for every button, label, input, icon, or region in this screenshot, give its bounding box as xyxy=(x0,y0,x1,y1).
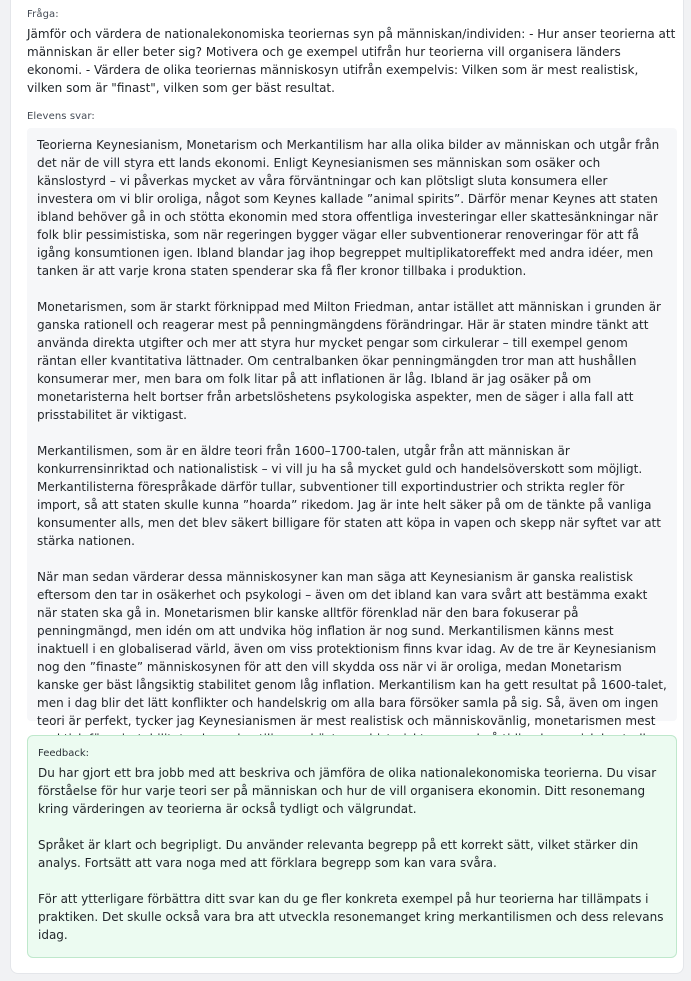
feedback-paragraph: Du har gjort ett bra jobb med att beskriva och jämföra de olika nationalekonomiska teorierna. Du visar förståelse för hur varje teori ser på människan och hur de vill organisera ekonomin. Ditt resonemang kring värderingen av teorierna är också tydligt och välgrundat. xyxy=(38,766,657,816)
answer-paragraph: Teorierna Keynesianism, Monetarism och Merkantilism har alla olika bilder av människan och utgår från det när de vill styra ett lands ekonomi. Enligt Keynesianismen ses människan som osäker och känslostyrd – vi påverkas mycket av våra förväntningar och kan plötsligt sluta konsumera eller investera om vi blir oroliga, något som Keynes kallade ”animal spirits”. Därför menar Keynes att staten ibland behöver gå in och stötta ekonomin med stora offentliga investeringar eller skattesänkningar när folk blir pessimistiska, som när regeringen bygger vägar eller subventionerar renoveringar för att få igång konsumtionen igen. Ibland blandar jag ihop begreppet multiplikatoreffekt med andra idéer, men tanken är att varje krona staten spenderar ska få fler kronor tillbaka i produktion. xyxy=(37,138,660,278)
answer-paragraph: När man sedan värderar dessa människosyner kan man säga att Keynesianism är ganska realistisk eftersom den tar in osäkerhet och psykologi – även om det ibland kan vara svårt att bestämma exakt när staten ska gå in. Monetarismen blir kanske alltför förenklad när den bara fokuserar på penningmängd, men idén om att undvika hög inflation är nog sund. Merkantilismen känns mest inaktuell i en globaliserad värld, även om viss protektionism finns kvar idag. Av de tre är Keynesianism nog den ”finaste” människosynen för att den vill skydda oss när vi är oroliga, medan Monetarism kanske ger bäst långsiktig stabilitet genom låg inflation. Merkantilism kan ha gett resultat på 1600-talet, men i dag blir det lätt konflikter och handelskrig om alla bara försöker samla på sig. Så, även om ingen teori är perfekt, tycker jag Keynesianismen är mest realistisk och människovänlig, monetarismen mest xyxy=(37,570,667,728)
feedback-paragraph: Språket är klart och begripligt. Du använder relevanta begrepp på ett korrekt sätt, vilket stärker din analys. Fortsätt att vara noga med att förklara begrepp som kan vara svåra. xyxy=(38,838,639,870)
answer-label: Elevens svar: xyxy=(27,111,95,122)
question-text: Jämför och värdera de nationalekonomiska teoriernas syn på människan/individen: - Hur anser teorierna att människan är eller beter sig? Motivera och ge exempel utifrån hur teorierna vill organisera länders ekonomi. - Värdera de olika teoriernas människosyn utifrån exempelvis: Vilken som är mest realistisk, vilken som är "finast", vilken som ger bäst resultat. xyxy=(27,27,676,95)
answer-paragraph: Merkantilismen, som är en äldre teori från 1600–1700-talen, utgår från att människan är konkurrensinriktad och nationalistisk – vi vill ju ha så mycket guld och handelsöverskott som möjligt. Merkantilisterna förespråkade därför tullar, subventioner till exportindustrier och strikta regler för import, så att staten skulle kunna ”hoarda” rikedom. Jag är inte helt säker på om de tänkte på vanliga konsumenter alls, men det blev säkert billigare för staten att köpa in vapen och skepp när syftet var att stärka nationen. xyxy=(37,444,661,548)
student-answer xyxy=(27,128,677,728)
answer-paragraph: Monetarismen, som är starkt förknippad med Milton Friedman, antar istället att människan i grunden är ganska rationell och reagerar mest på penningmängdens förändringar. Här är staten mindre tänkt att använda direkta utgifter och mer att styra hur mycket pengar som cirkulerar – till exempel genom räntan eller kvantitativa lättnader. Om centralbanken ökar penningmängden tror man att hushållen konsumerar mer, men bara om folk litar på att inflationen är låg. Ibland är jag osäker på om monetaristerna helt bortser från arbetslöshetens psykologiska aspekter, men de säger i alla fall att prisstabilitet är viktigast. xyxy=(37,300,661,422)
feedback-box xyxy=(27,735,677,958)
feedback-label: Feedback: xyxy=(38,748,89,759)
question-label: Fråga: xyxy=(27,9,59,20)
feedback-paragraph: För att ytterligare förbättra ditt svar kan du ge fler konkreta exempel på hur teorierna har tillämpats i praktiken. Det skulle också vara bra att utveckla resonemanget kring merkantilismen och dess relevans idag. xyxy=(38,892,664,942)
assessment-card xyxy=(10,0,684,974)
